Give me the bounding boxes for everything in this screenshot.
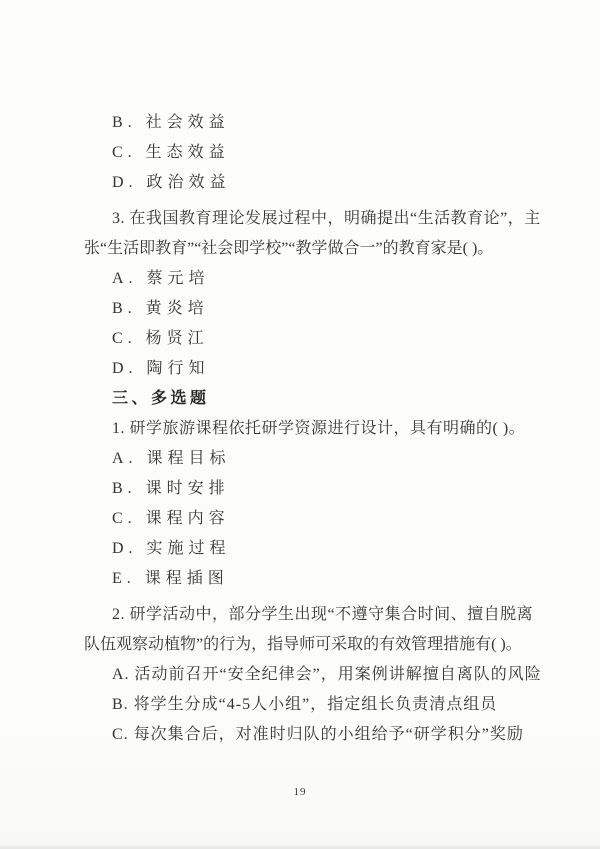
answer-option-line: A. 课程目标: [112, 450, 231, 467]
answer-option-line: C. 课程内容: [112, 510, 230, 527]
answer-option-line: C. 杨贤江: [112, 330, 209, 347]
answer-option-line: D. 政治效益: [112, 174, 231, 191]
answer-option-line: B. 课时安排: [112, 480, 230, 497]
document-body: [84, 108, 544, 750]
answer-option-line: B. 黄炎培: [112, 300, 209, 317]
answer-option-line: C. 生态效益: [112, 144, 230, 161]
answer-option-line: D. 实施过程: [112, 540, 231, 557]
question-stem-continuation-line: 张“生活即教育”“社会即学校”“教学做合一”的教育家是( )。: [84, 240, 494, 257]
answer-option-line: E. 课程插图: [112, 570, 229, 587]
question-stem-line: 2. 研学活动中，部分学生出现“不遵守集合时间、擅自脱离: [112, 606, 534, 623]
section-heading: 三、多选题: [112, 390, 210, 407]
answer-option-line: D. 陶行知: [112, 360, 210, 377]
answer-option-line: A. 活动前召开“安全纪律会”，用案例讲解擅自离队的风险: [112, 666, 542, 683]
answer-option-line: B. 社会效益: [112, 114, 230, 131]
page-number: 19: [293, 786, 307, 798]
question-stem-continuation-line: 队伍观察动植物”的行为，指导师可采取的有效管理措施有( )。: [84, 636, 522, 653]
answer-option-line: B. 将学生分成“4-5人小组”，指定组长负责清点组员: [112, 696, 498, 713]
question-stem-line: 1. 研学旅游课程依托研学资源进行设计，具有明确的( )。: [112, 420, 526, 437]
question-stem-line: 3. 在我国教育理论发展过程中，明确提出“生活教育论”，主: [112, 210, 541, 227]
answer-option-line: A. 蔡元培: [112, 270, 210, 287]
answer-option-line: C. 每次集合后，对准时归队的小组给予“研学积分”奖励: [112, 726, 524, 743]
